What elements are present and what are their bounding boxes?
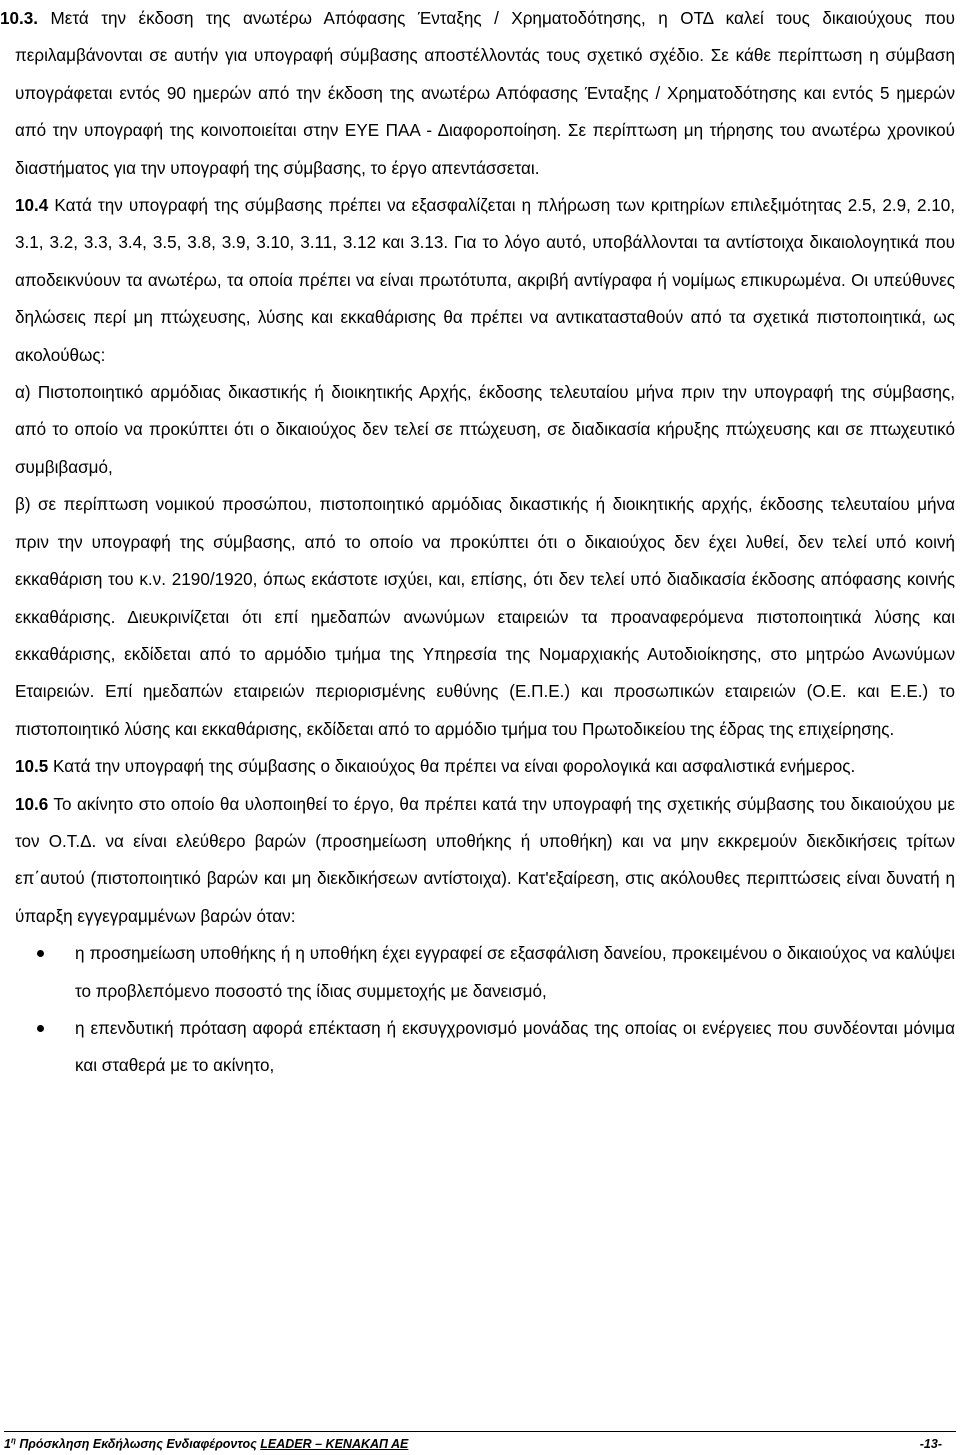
bullet-list xyxy=(15,935,955,1085)
section-text: Κατά την υπογραφή της σύμβασης ο δικαιούχος θα πρέπει να είναι φορολογικά και ασφαλιστικά ενήμερος. xyxy=(48,757,856,777)
list-item-text: η προσημείωση υποθήκης ή η υποθήκη έχει εγγραφεί σε εξασφάλιση δανείου, προκειμένου ο δικαιούχος να καλύψει το προβλεπόμενο ποσοστό της ίδιας συμμετοχής με δανεισμό, xyxy=(75,944,955,1001)
section-text: Κατά την υπογραφή της σύμβασης πρέπει να εξασφαλίζεται η πλήρωση των κριτηρίων επιλεξιμότητας 2.5, 2.9, 2.10, 3.1, 3.2, 3.3, 3.4, 3.5, 3.8, 3.9, 3.10, 3.11, 3.12 και 3.13. Για το λόγο αυτό, υποβάλλονται τα αντίστοιχα δικαιολογητικά που αποδεικνύουν τα ανωτέρω, τα οποία πρέπει να είναι πρωτότυπα, ακριβή αντίγραφα ή νομίμως επικυρωμένα. Οι υπεύθυνες δηλώσεις περί μη πτώχευσης, λύσης και εκκαθάρισης θα πρέπει να αντικατασταθούν από τα σχετικά πιστοποιητικά, ως ακολούθως: xyxy=(15,196,955,365)
section-10-4 xyxy=(15,187,955,374)
section-10-5 xyxy=(15,748,955,785)
section-10-3 xyxy=(0,0,956,187)
bullet-icon xyxy=(37,950,44,957)
section-10-6 xyxy=(15,786,955,936)
item-b: β) σε περίπτωση νομικού προσώπου, πιστοποιητικό αρμόδιας δικαστικής ή διοικητικής αρχής, έκδοσης τελευταίου μήνα πριν την υπογραφή της σύμβασης, από το οποίο να προκύπτει ότι ο δικαιούχος δεν έχει λυθεί, δεν τελεί υπό κοινή εκκαθάριση του κ.ν. 2190/1920, όπως εκάστοτε ισχύει, και, επίσης, ότι δεν τελεί υπό διαδικασία έκδοσης απόφασης κοινής εκκαθάρισης. Διευκρινίζεται ότι επί ημεδαπών ανωνύμων εταιρειών τα προαναφερόμενα πιστοποιητικά λύσης και εκκαθάρισης, εκδίδεται από το αρμόδιο τμήμα της Υπηρεσία της Νομαρχιακής Αυτοδιοίκησης, στο μητρώο Ανωνύμων Εταιρειών. Επί ημεδαπών εταιρειών περιορισμένης ευθύνης (Ε.Π.Ε.) και προσωπικών εταιρειών (Ο.Ε. και Ε.Ε.) το πιστοποιητικό λύσης και εκκαθάρισης, εκδίδεται από το αρμόδιο τμήμα του Πρωτοδικείου της έδρας της επιχείρησης. xyxy=(15,495,955,739)
section-number: 10.5 xyxy=(15,757,49,777)
footer-ordinal: 1 xyxy=(4,1437,11,1451)
section-text: Το ακίνητο στο οποίο θα υλοποιηθεί το έργο, θα πρέπει κατά την υπογραφή της σχετικής σύμβασης του δικαιούχου με τον Ο.Τ.Δ. να είναι ελεύθερο βαρών (προσημείωση υποθήκης ή υποθήκη) και να μην εκκρεμούν διεκδικήσεις τρίτων επ΄αυτού (πιστοποιητικό βαρών και μη διεκδικήσεων αντίστοιχα). Κατ'εξαίρεση, στις ακόλουθες περιπτώσεις είναι δυνατή η ύπαρξη εγγεγραμμένων βαρών όταν: xyxy=(15,794,955,926)
footer-title-underlined: LEADER – ΚΕΝΑΚΑΠ ΑΕ xyxy=(260,1437,409,1451)
section-number: 10.6 xyxy=(15,794,49,814)
section-number: 10.3. xyxy=(0,9,39,28)
list-item-text: η επενδυτική πρόταση αφορά επέκταση ή εκσυγχρονισμό μονάδας της οποίας οι ενέργειες που συνδέονται μόνιμα και σταθερά με το ακίνητο, xyxy=(75,1018,955,1076)
list-item xyxy=(15,935,955,1010)
footer-ordinal-sup: η xyxy=(10,1435,16,1445)
page-number: -13- xyxy=(919,1437,942,1451)
section-text: Μετά την έκδοση της ανωτέρω Απόφασης Ένταξης / Χρηματοδότησης, η ΟΤΔ καλεί τους δικαιούχους που περιλαμβάνονται σε αυτήν για υπογραφή σύμβασης αποστέλλοντάς τους σχετικό σχέδιο. Σε κάθε περίπτωση η σύμβαση υπογράφεται εντός 90 ημερών από την έκδοση της ανωτέρω Απόφασης Ένταξης / Χρηματοδότησης και εντός 5 ημερών από την υπογραφή της κοινοποιείται στην ΕΥΕ ΠΑΑ - Διαφοροποίηση. Σε περίπτωση μη τήρησης του ανωτέρω χρονικού διαστήματος για την υπογραφή της σύμβασης, το έργο απεντάσσεται. xyxy=(15,9,956,178)
footer-title-prefix: Πρόσκληση Εκδήλωσης Ενδιαφέροντος xyxy=(15,1437,261,1451)
bullet-icon xyxy=(37,1025,44,1032)
footer-divider xyxy=(4,1431,956,1432)
section-number: 10.4 xyxy=(15,196,49,216)
item-a: α) Πιστοποιητικό αρμόδιας δικαστικής ή διοικητικής Αρχής, έκδοσης τελευταίου μήνα πριν την υπογραφή της σύμβασης, από το οποίο να προκύπτει ότι ο δικαιούχος δεν τελεί σε πτώχευση, σε διαδικασία κήρυξης πτώχευσης και σε πτωχευτικό συμβιβασμό, xyxy=(15,383,955,477)
footer-title xyxy=(4,1436,408,1452)
list-item xyxy=(15,1010,955,1085)
